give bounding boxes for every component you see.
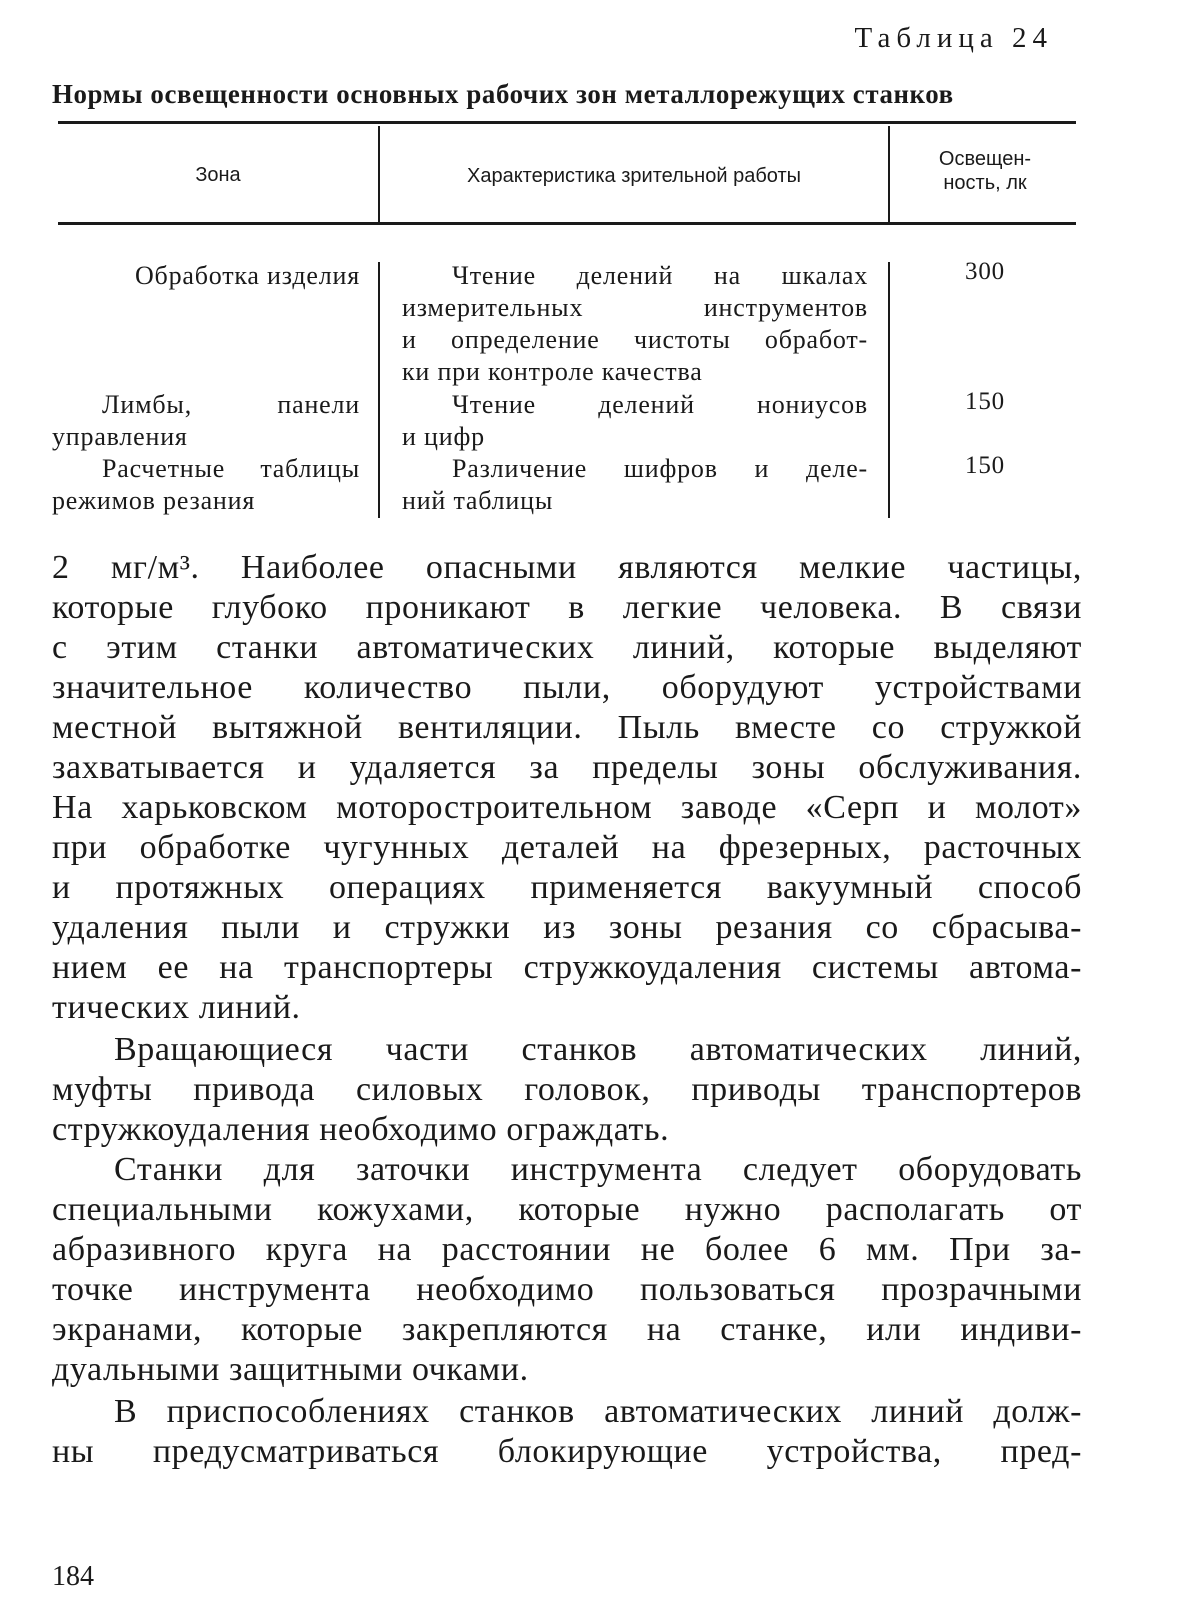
text-line: нием ее на транспортеры стружкоудаления системы автома- — [52, 949, 1082, 986]
text-line: Вращающиеся части станков автоматических линий, — [114, 1031, 1082, 1068]
text-line: специальными кожухами, которые нужно располагать от — [52, 1191, 1082, 1228]
text-line: 2 мг/м³. Наиболее опасными являются мелкие частицы, — [52, 549, 1082, 586]
paragraph — [52, 1392, 1082, 1472]
paragraph — [52, 1030, 1082, 1150]
header-illuminance-line: ность, лк — [943, 172, 1027, 194]
table-row-zone — [52, 260, 360, 292]
table-row-zone — [52, 389, 360, 453]
table-column-divider — [378, 262, 380, 518]
cell-line: Чтение делений на шкалах — [452, 261, 868, 290]
paragraph — [52, 1150, 1082, 1390]
table-top-rule — [58, 121, 1076, 124]
header-characteristic: Характеристика зрительной работы — [466, 165, 801, 187]
text-line: точке инструмента необходимо пользоваться прозрачными — [52, 1271, 1082, 1308]
cell-line: Обработка изделия — [134, 261, 360, 290]
table-row-illuminance: 150 — [965, 388, 1005, 415]
table-row-characteristic — [402, 260, 868, 388]
cell-line: Различение шифров и деле- — [452, 454, 868, 483]
cell-line: измерительных инструментов — [402, 293, 868, 322]
text-line: при обработке чугунных деталей на фрезерных, расточных — [52, 829, 1082, 866]
text-line: значительное количество пыли, оборудуют устройствами — [52, 669, 1082, 706]
text-line: муфты привода силовых головок, приводы транспортеров — [52, 1071, 1082, 1108]
cell-line: Чтение делений нониусов — [452, 390, 868, 419]
header-illuminance — [890, 147, 1080, 195]
paragraph — [52, 548, 1082, 1028]
text-line: ны предусматриваться блокирующие устройства, пред- — [52, 1433, 1082, 1470]
text-line: тических линий. — [52, 989, 301, 1026]
text-line: захватывается и удаляется за пределы зоны обслуживания. — [52, 749, 1082, 786]
cell-line: режимов резания — [52, 486, 256, 515]
cell-line: и определение чистоты обработ- — [402, 325, 868, 354]
text-line: с этим станки автоматических линий, которые выделяют — [52, 629, 1082, 666]
cell-line: ки при контроле качества — [402, 357, 703, 386]
table-row-illuminance: 150 — [965, 452, 1005, 479]
header-illuminance-line: Освещен- — [938, 148, 1032, 170]
text-line: местной вытяжной вентиляции. Пыль вместе со стружкой — [52, 709, 1082, 746]
table-header-rule — [58, 222, 1076, 225]
table-row-zone — [52, 453, 360, 517]
text-line: которые глубоко проникают в легкие человека. В связи — [52, 589, 1082, 626]
table-row-characteristic — [402, 453, 868, 517]
text-line: Станки для заточки инструмента следует оборудовать — [114, 1151, 1082, 1188]
cell-line: и цифр — [402, 422, 485, 451]
table-number: Таблица 24 — [854, 22, 1053, 54]
table-row-characteristic — [402, 389, 868, 453]
cell-line: управления — [52, 422, 188, 451]
text-line: На харьковском моторостроительном заводе «Серп и молот» — [52, 789, 1082, 826]
table-title: Нормы освещенности основных рабочих зон металлорежущих станков — [52, 79, 954, 109]
text-line: удаления пыли и стружки из зоны резания со сбрасыва- — [52, 909, 1082, 946]
cell-line: Расчетные таблицы — [102, 454, 360, 483]
cell-line: ний таблицы — [402, 486, 554, 515]
text-line: абразивного круга на расстоянии не более 6 мм. При за- — [52, 1231, 1082, 1268]
page-number: 184 — [52, 1561, 94, 1592]
text-line: стружкоудаления необходимо ограждать. — [52, 1111, 670, 1148]
header-zone: Зона — [195, 164, 241, 186]
text-line: дуальными защитными очками. — [52, 1351, 529, 1388]
text-line: экранами, которые закрепляются на станке, или индиви- — [52, 1311, 1082, 1348]
text-line: и протяжных операциях применяется вакуумный способ — [52, 869, 1082, 906]
text-line: В приспособлениях станков автоматических линий долж- — [114, 1393, 1082, 1430]
table-row-illuminance: 300 — [965, 258, 1005, 285]
cell-line: Лимбы, панели — [102, 390, 360, 419]
